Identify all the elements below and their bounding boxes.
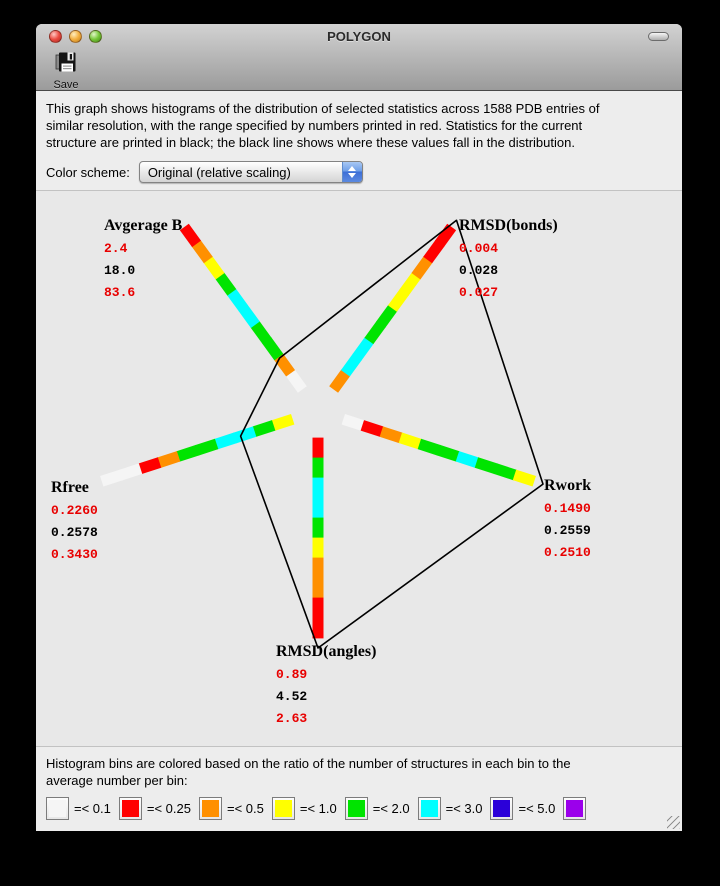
legend-intro-line: Histogram bins are colored based on the ratio of the number of structures in each bin to the xyxy=(46,756,571,771)
axis-min-value: 0.1490 xyxy=(544,501,591,516)
histogram-arm xyxy=(100,414,294,487)
legend-item-label: =< 1.0 xyxy=(299,801,337,816)
legend-color-box xyxy=(345,797,368,820)
window-title: POLYGON xyxy=(327,28,391,44)
color-scheme-row xyxy=(36,154,682,190)
legend-color-box xyxy=(272,797,295,820)
description-line: structure are printed in black; the black line shows where these values fall in the distribution. xyxy=(46,135,575,150)
legend-item-red xyxy=(119,797,191,820)
axis-title: RMSD(bonds) xyxy=(459,217,558,234)
minimize-button[interactable] xyxy=(69,30,82,43)
axis-current-value: 4.52 xyxy=(276,689,308,704)
legend-color-box xyxy=(119,797,142,820)
axis-title: Rwork xyxy=(544,477,592,494)
axis-label-block xyxy=(104,217,182,304)
histogram-arm xyxy=(180,224,307,393)
legend-color-box xyxy=(563,797,586,820)
polygon-window xyxy=(36,24,682,831)
legend-item-cyan xyxy=(418,797,483,820)
legend-color-box xyxy=(46,797,69,820)
axis-max-value: 0.3430 xyxy=(51,547,98,562)
legend-intro-line: average number per bin: xyxy=(46,773,188,788)
legend-item-label: =< 0.25 xyxy=(146,801,191,816)
save-floppy-icon xyxy=(54,50,78,79)
axis-current-value: 0.2559 xyxy=(544,523,591,538)
dropdown-arrows-icon xyxy=(342,162,362,182)
axis-min-value: 0.2260 xyxy=(51,503,98,518)
axis-label-block xyxy=(51,479,98,566)
axis-max-value: 0.2510 xyxy=(544,545,591,560)
legend-item-orange xyxy=(199,797,264,820)
axis-current-value: 0.028 xyxy=(459,263,499,278)
axis-max-value: 0.027 xyxy=(459,285,499,300)
histogram-arm xyxy=(313,438,324,639)
legend-item-white xyxy=(46,797,111,820)
description-text xyxy=(36,91,682,154)
legend-color-box xyxy=(490,797,513,820)
axis-min-value: 0.004 xyxy=(459,241,499,256)
description-line: This graph shows histograms of the distribution of selected statistics across 1588 PDB entries of xyxy=(46,101,600,116)
close-button[interactable] xyxy=(49,30,62,43)
color-scheme-label: Color scheme: xyxy=(46,164,130,180)
toolbar xyxy=(36,48,682,90)
legend-color-box xyxy=(199,797,222,820)
legend-item-yellow xyxy=(272,797,337,820)
axis-max-value: 2.63 xyxy=(276,711,308,726)
polygon-plot-area xyxy=(36,190,682,747)
traffic-lights xyxy=(49,30,102,43)
legend-panel xyxy=(36,747,682,831)
axis-title: Rfree xyxy=(51,479,89,496)
titlebar[interactable] xyxy=(36,24,682,48)
color-scheme-dropdown[interactable] xyxy=(139,161,363,183)
axis-max-value: 83.6 xyxy=(104,285,136,300)
legend-color-box xyxy=(418,797,441,820)
legend-item-label: =< 0.1 xyxy=(74,801,111,816)
legend-row xyxy=(46,797,672,820)
axis-min-value: 0.89 xyxy=(276,667,308,682)
resize-grip[interactable] xyxy=(667,816,680,829)
zoom-button[interactable] xyxy=(89,30,102,43)
axis-current-value: 0.2578 xyxy=(51,525,98,540)
axis-current-value: 18.0 xyxy=(104,263,136,278)
axis-label-block xyxy=(276,643,376,730)
legend-item-purple xyxy=(563,797,591,820)
axis-label-block xyxy=(544,477,591,564)
toolbar-toggle-pill[interactable] xyxy=(648,32,669,41)
legend-item-blue xyxy=(490,797,555,820)
histogram-arm xyxy=(342,414,536,487)
histogram-arm xyxy=(329,224,456,393)
axis-title: Avgerage B xyxy=(104,217,183,234)
axis-label-block xyxy=(459,217,558,304)
legend-item-label: =< 2.0 xyxy=(372,801,410,816)
window-content xyxy=(36,91,682,831)
legend-item-label: =< 0.5 xyxy=(226,801,264,816)
axis-title: RMSD(angles) xyxy=(276,643,377,660)
window-header xyxy=(36,24,682,91)
save-button[interactable] xyxy=(48,50,84,91)
color-scheme-selected: Original (relative scaling) xyxy=(147,164,291,180)
legend-item-label: =< 5.0 xyxy=(518,801,556,816)
legend-item-label: =< 3.0 xyxy=(445,801,483,816)
axis-min-value: 2.4 xyxy=(104,241,128,256)
description-line: similar resolution, with the range specified by numbers printed in red. Statistics for the current xyxy=(46,118,583,133)
save-button-label: Save xyxy=(53,79,79,91)
legend-item-green xyxy=(345,797,410,820)
